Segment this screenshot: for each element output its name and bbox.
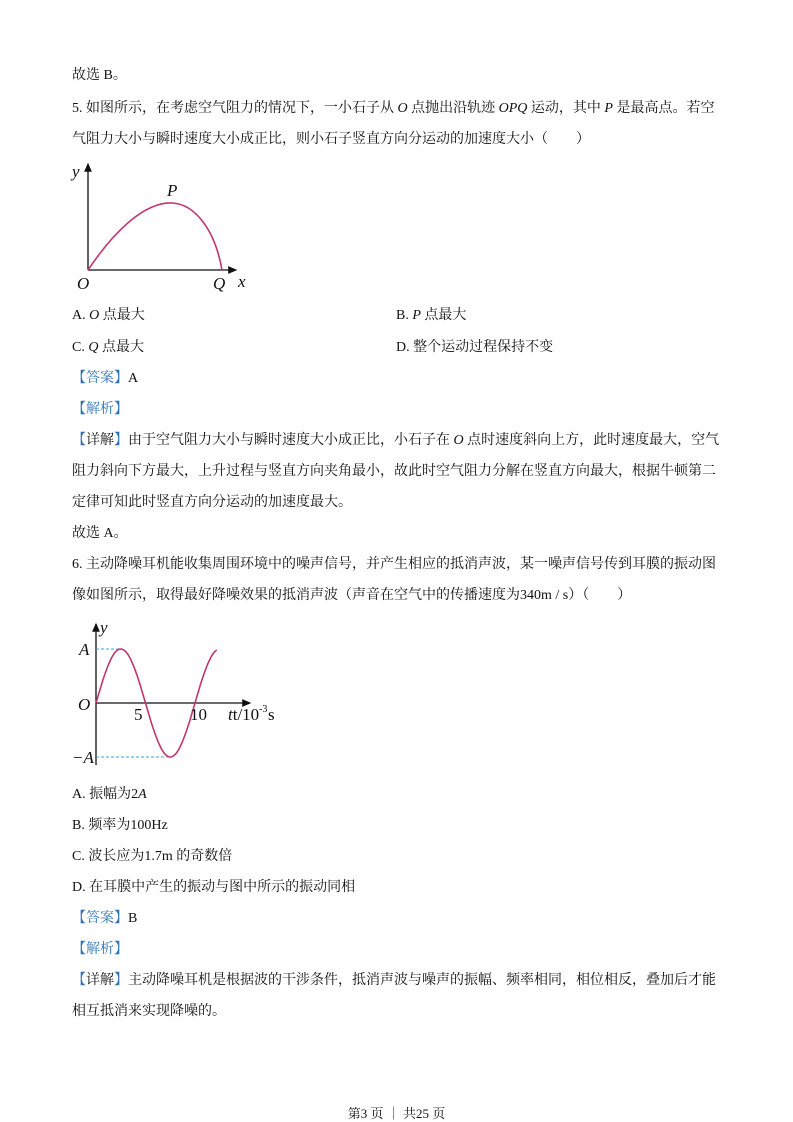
text-segment: 相互抵消来实现降噪的。	[72, 1004, 226, 1019]
section-label: 【	[72, 973, 86, 988]
text-segment: C. 波长应为1.7m 的奇数倍	[72, 849, 233, 864]
math-symbol: O	[453, 433, 464, 448]
text-segment: 运动，其中	[527, 101, 605, 116]
o-label: O	[78, 695, 91, 714]
text-segment: 气阻力大小与瞬时速度大小成正比，则小石子竖直方向分运动的加速度大小（ ）	[72, 132, 590, 147]
vibration-figure	[72, 618, 275, 767]
text-segment: D. 整个运动过程保持不变	[396, 340, 554, 355]
o-label: O	[77, 274, 90, 293]
section-label: 【	[72, 433, 86, 448]
text-segment: 是最高点。若空	[612, 101, 715, 116]
text-segment: 像如图所示，取得最好降噪效果的抵消声波（声音在空气中的传播速度为340m / s）（ ）	[72, 588, 632, 603]
trajectory-figure	[70, 162, 246, 293]
text-segment: 详解	[86, 433, 114, 448]
text-segment: 主动降噪耳机是根据波的干涉条件，抵消声波与噪声的振幅、频率相同，相位相反，叠加后才能	[128, 973, 716, 988]
text-segment: A.	[72, 308, 90, 323]
text-segment: C.	[72, 340, 89, 355]
section-label: 【答案】	[72, 371, 128, 386]
section-label: 【解析】	[72, 402, 128, 417]
text-segment: D. 在耳膜中产生的振动与图中所示的振动同相	[72, 880, 356, 895]
math-symbol: OPQ	[498, 101, 528, 116]
page-footer: 第3 页 ｜ 共25 页	[347, 1106, 446, 1121]
x-label: x	[238, 272, 246, 291]
t-unit: s	[268, 705, 275, 724]
neg-a-label: −A	[72, 748, 94, 767]
section-label: 】	[114, 433, 128, 448]
math-symbol: P	[412, 308, 421, 323]
tick-10: 10	[190, 705, 207, 724]
text-segment: A	[128, 371, 139, 386]
y-label: y	[72, 162, 80, 181]
section-label: 【答案】	[72, 911, 128, 926]
y-label: y	[100, 618, 108, 637]
text-segment: 点抛出沿轨迹	[407, 101, 499, 116]
section-label: 】	[114, 973, 128, 988]
math-symbol: O	[89, 308, 100, 323]
math-symbol: Q	[88, 340, 99, 355]
math-symbol: O	[397, 101, 408, 116]
text-segment: 点时速度斜向上方，此时速度最大，空气	[463, 433, 720, 448]
text-segment: B. 频率为100Hz	[72, 818, 168, 833]
text-segment: 6. 主动降噪耳机能收集周围环境中的噪声信号，并产生相应的抵消声波，某一噪声信号传到耳膜的振动图	[72, 557, 716, 572]
text-segment: 点最大	[99, 308, 145, 323]
math-symbol: P	[604, 101, 613, 116]
q-label: Q	[213, 274, 226, 293]
text-segment: B.	[396, 308, 413, 323]
text-segment: 故选 A。	[72, 526, 128, 541]
section-label: 【解析】	[72, 942, 128, 957]
text-segment: B	[128, 911, 138, 926]
a-label: A	[79, 640, 90, 659]
t-exp: -3	[259, 704, 268, 715]
math-symbol: A	[138, 787, 147, 802]
text-segment: 点最大	[420, 308, 467, 323]
text-segment: 详解	[86, 973, 114, 988]
t-label: tt/10	[228, 705, 260, 724]
text-segment: 点最大	[98, 340, 144, 355]
text-segment: 由于空气阻力大小与瞬时速度大小成正比，小石子在	[128, 433, 454, 448]
p-label: P	[167, 181, 178, 200]
text-segment: 定律可知此时竖直方向分运动的加速度最大。	[72, 495, 352, 510]
text-segment: 阻力斜向下方最大，上升过程与竖直方向夹角最小，故此时空气阻力分解在竖直方向最大，根据牛顿第二	[72, 464, 716, 479]
tick-5: 5	[134, 705, 143, 724]
text-segment: A. 振幅为2	[72, 787, 139, 802]
text-segment: 故选 B。	[72, 68, 127, 83]
trajectory-curve	[88, 203, 222, 270]
text-segment: 5. 如图所示，在考虑空气阻力的情况下，一小石子从	[72, 101, 398, 116]
